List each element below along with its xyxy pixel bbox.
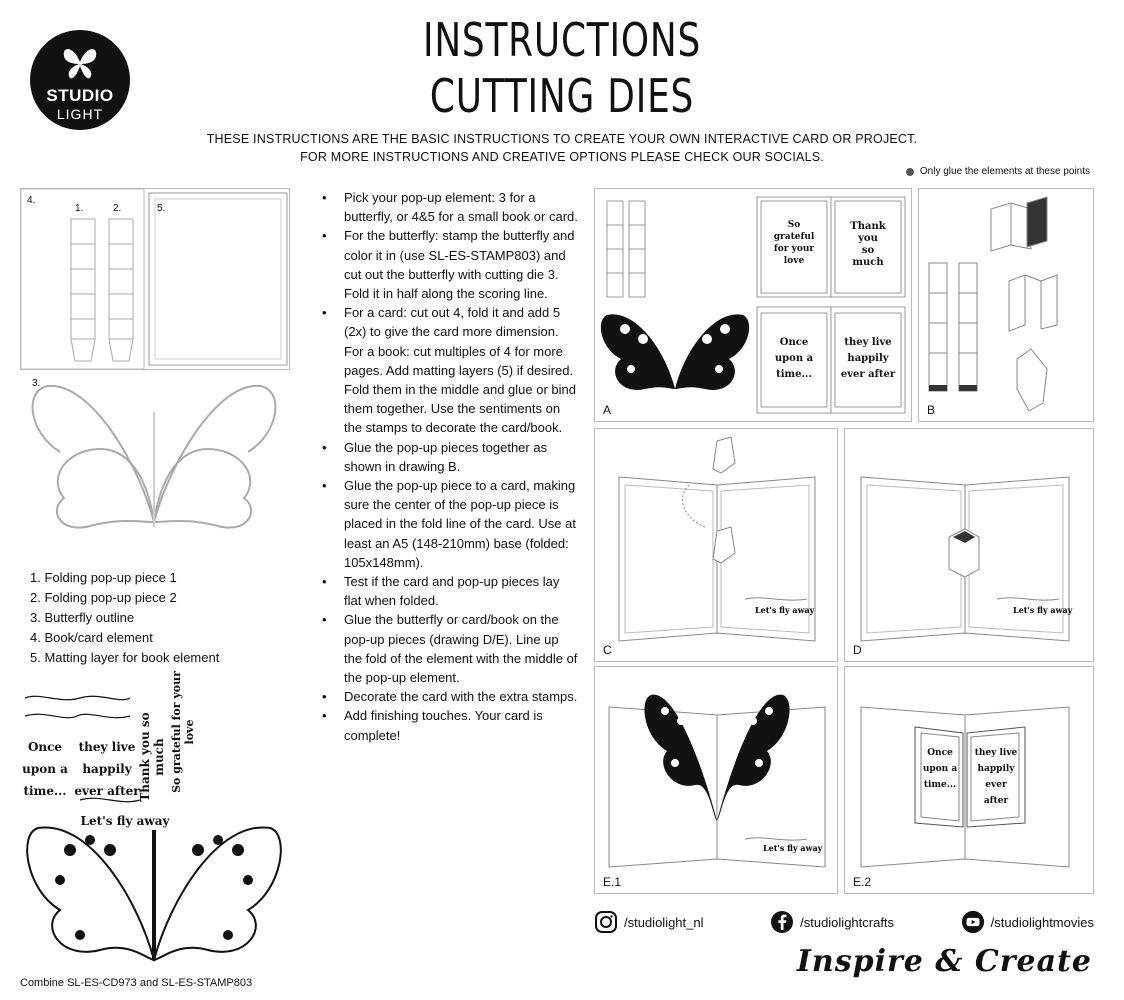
card-text-once-upon [761,335,827,383]
card-text-they-live [835,335,901,383]
legend-item: 3. Butterfly outline [30,610,135,625]
legend-item: 1. Folding pop-up piece 1 [30,570,177,585]
dies-outline-drawing [21,189,291,371]
diagram-panel-c [594,428,838,662]
panel-label-e2: E.2 [853,875,872,889]
stamp-line: they live [78,740,136,754]
stamp-grateful: So grateful for your love [170,671,196,793]
panel-e1-drawing [595,667,839,895]
card-line: time... [923,780,957,790]
butterfly-die-outline [20,372,290,532]
panel-label-b: B [927,403,936,417]
die-label-3: 3. [32,378,41,389]
card-line: So [787,220,801,230]
page-title-line2: CUTTING DIES [429,69,695,123]
panel-c-drawing [595,429,839,663]
card-text-thank-you [835,221,901,269]
panel-label-d: D [853,643,862,657]
legend-item: 5. Matting layer for book element [30,650,220,665]
step-item: • For the butterfly: stamp the butterfly and color it in (use SL-ES-STAMP803) and cut out the butterfly with cutting die 3. Fold it in half along the scoring line. [318,226,580,303]
stamp-line: upon a [22,762,68,776]
card-line: Once [927,748,953,758]
card-line: you [858,233,878,244]
card-line: ever after [983,780,1009,806]
social-facebook[interactable] [770,910,894,934]
panel-d-drawing [845,429,1095,663]
stamp-fly-away: Let's fly away [80,814,170,828]
facebook-icon [770,910,794,934]
studio-light-logo [30,30,130,130]
legend-item: 4. Book/card element [30,630,153,645]
step-item: • Test if the card and pop-up pieces lay flat when folded. [318,572,580,610]
subtitle-line2: FOR MORE INSTRUCTIONS AND CREATIVE OPTIONS PLEASE CHECK OUR SOCIALS. [300,150,824,164]
facebook-handle[interactable]: /studiolightcrafts [800,914,895,930]
die-label-1: 1. [75,203,84,214]
page-title-line1: INSTRUCTIONS [422,13,702,67]
diagram-panel-e1 [594,666,838,894]
subtitle-line1: THESE INSTRUCTIONS ARE THE BASIC INSTRUCTIONS TO CREATE YOUR OWN INTERACTIVE CARD OR PROJECT. [206,132,918,146]
die-label-5: 5. [157,203,166,214]
card-line: upon a [922,764,958,774]
card-line: time... [776,369,812,380]
card-line: they live [844,337,892,348]
card-line: for your [773,244,815,254]
stamp-line: happily [82,762,132,776]
tagline: Inspire & Create [796,944,1092,979]
card-line: Thank [850,221,886,232]
logo-line2: LIGHT [56,106,104,122]
step-item: • Glue the pop-up pieces together as shown in drawing B. [318,438,580,476]
step-item: • Add finishing touches. Your card is complete! [318,706,580,744]
fly-away-text-e1: Let's fly away [763,843,823,853]
stamp-line: time... [23,784,67,798]
panel-b-drawing [919,189,1095,423]
fly-away-text-c: Let's fly away [755,605,815,615]
butterfly-logo-icon [60,42,100,82]
panel-label-c: C [603,643,612,657]
card-line: happily [977,764,1015,774]
dies-legend [30,568,219,668]
glue-dot-icon [906,168,914,176]
social-links [594,910,1094,934]
stamp-line: Once [27,740,63,754]
step-item: • Glue the butterfly or card/book on the pop-up pieces (drawing D/E). Line up the fold of the element with the middle of the pop-up element. [318,610,580,687]
product-combo-note: Combine SL-ES-CD973 and SL-ES-STAMP803 [20,977,253,989]
card-line: grateful [773,232,815,242]
logo-line1: STUDIO [46,86,114,105]
fly-away-text-d: Let's fly away [1013,605,1073,615]
social-instagram[interactable] [594,910,704,934]
card-line: love [783,256,805,266]
glue-note [906,166,1090,177]
step-item: • For a card: cut out 4, fold it and add 5 (2x) to give the card more dimension. For a book: cut multiples of 4 for more pages. Add matting layers (5) if desired. Fold them in the middle and glue or bind them together. Use the sentiments on the stamps to decorate the card/book. [318,303,580,437]
card-line: ever after [840,369,896,380]
card-line: happily [847,353,889,364]
e2-once-upon [921,745,959,793]
stamp-they-live [72,736,142,802]
instagram-handle[interactable]: /studiolight_nl [624,914,704,930]
legend-item: 2. Folding pop-up piece 2 [30,590,177,605]
die-label-2: 2. [113,203,122,214]
instagram-icon [594,910,618,934]
diagram-panel-a [594,188,912,422]
stamp-line: ever after [74,784,140,798]
diagram-panel-b [918,188,1094,422]
step-item: • Glue the pop-up piece to a card, making sure the center of the pop-up piece is placed in the fold line of the card. Use at least an A5 (148-210mm) base (folded: 105x148mm). [318,476,580,572]
card-line: much [852,257,884,268]
step-item: • Decorate the card with the extra stamps. [318,687,580,706]
card-text-grateful [761,219,827,267]
e2-they-live [973,745,1019,809]
stamp-thank-you: Thank you so much [138,712,166,802]
diagram-panel-d [844,428,1094,662]
card-line: so [861,245,875,256]
youtube-icon [961,910,985,934]
panel-label-e1: E.1 [603,875,622,889]
card-line: upon a [774,353,814,364]
diagram-panel-e2 [844,666,1094,894]
social-youtube[interactable] [961,910,1094,934]
card-line: they live [974,748,1018,758]
dies-panel [20,188,290,370]
die-label-4: 4. [27,195,36,206]
glue-note-text: Only glue the elements at these points [919,166,1090,177]
panel-label-a: A [603,403,612,417]
panel-e2-drawing [845,667,1095,895]
instruction-steps [318,188,580,745]
stamp-once-upon [20,736,70,802]
step-item: • Pick your pop-up element: 3 for a butterfly, or 4&5 for a small book or card. [318,188,580,226]
card-line: Once [779,337,809,348]
youtube-handle[interactable]: /studiolightmovies [990,914,1094,930]
stamp-set [20,671,290,970]
